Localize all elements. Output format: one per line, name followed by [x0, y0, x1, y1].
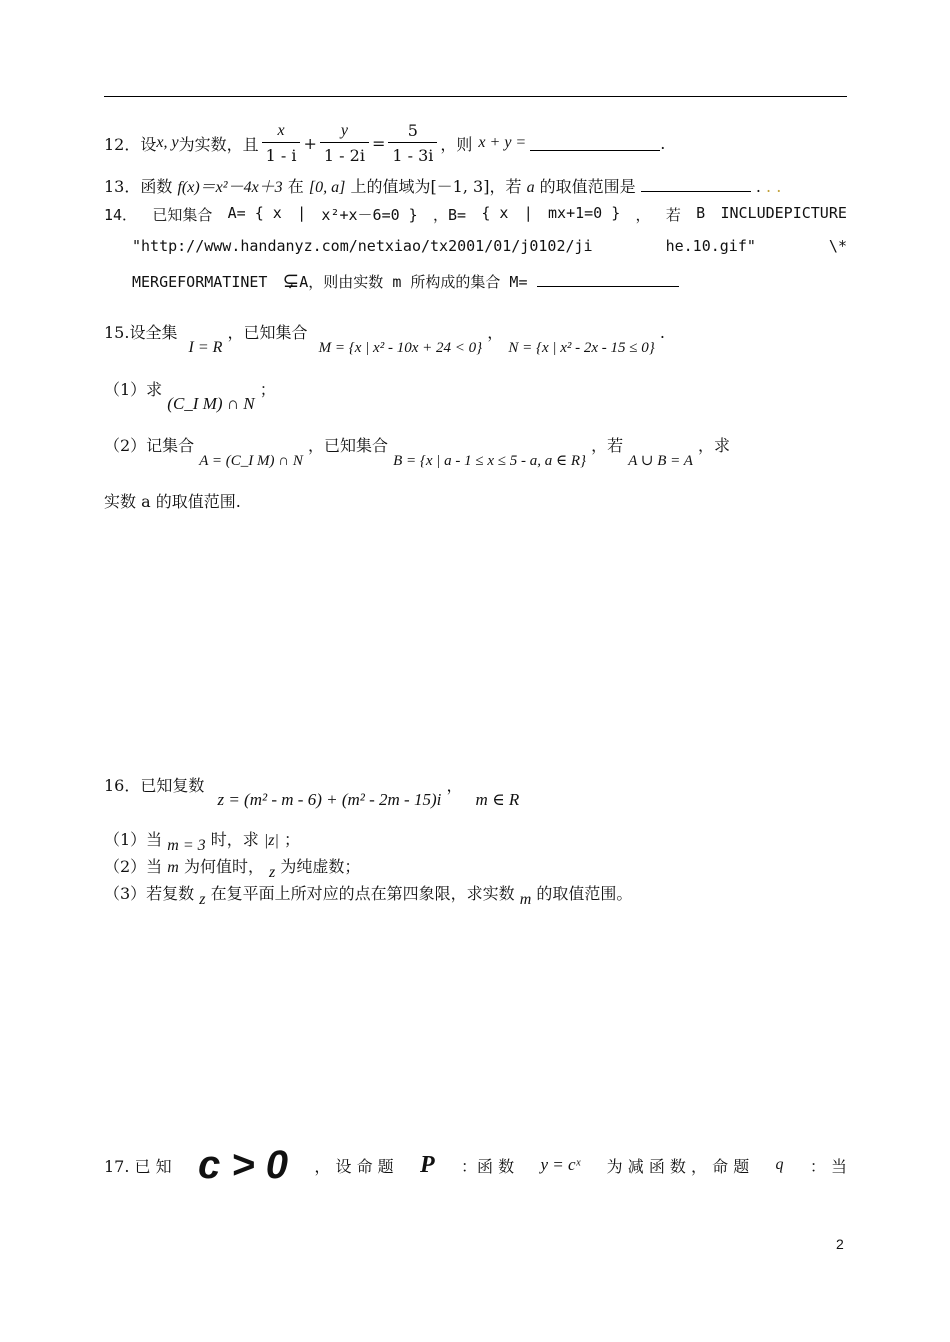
q13-end: . [755, 177, 761, 196]
q16-p2-z: z [269, 864, 276, 881]
q16-p3-z: z [199, 891, 206, 908]
q15-label: 15.设全集 [104, 323, 178, 342]
q14-l1-part: x²+x－6=0 } [321, 206, 418, 224]
q12-equals: = [371, 133, 386, 153]
q14-l1-part: 若 [665, 206, 681, 224]
q15-p2-label: （2）记集合 [104, 436, 195, 455]
q13-label: 13．函数 [104, 177, 173, 196]
q17-text2: ：函 数 [461, 1156, 515, 1176]
q13-text1: 在 [287, 177, 304, 196]
q14-l1-part: { x [481, 204, 509, 222]
q12-label: 12．设 [104, 134, 157, 154]
q17-label: 17. 已 知 [104, 1156, 172, 1176]
q14-l1-part: | [297, 204, 307, 222]
q13-answer-blank [641, 177, 751, 192]
q17-text1: ， 设 命 题 [314, 1156, 394, 1176]
q17-big-expression: c > 0 [197, 1142, 289, 1187]
q12-frac1-denominator: 1 - i [265, 145, 297, 165]
q14-l3-pre: MERGEFORMATINET [132, 273, 268, 291]
q12-answer-blank [530, 136, 660, 151]
q12-fraction-3 [388, 121, 437, 165]
q16-label: 16．已知复数 [104, 776, 205, 795]
q14-l1-part: ， [635, 206, 651, 224]
q16-part-3 [104, 881, 633, 908]
q12-frac2-numerator: y [320, 122, 369, 143]
question-14-line-3 [132, 268, 679, 292]
question-13 [104, 174, 781, 197]
q16-p1-t4: ； [283, 830, 300, 849]
question-14-line-2 [132, 237, 847, 255]
q16-p2-t2: 为何值时， [183, 857, 264, 876]
q17-proposition-p: P [420, 1151, 435, 1178]
q12-frac2-denominator: 1 - 2i [323, 145, 365, 165]
q16-condition: m ∈ R [475, 790, 520, 809]
q15-p2-set-a: A = (C_I M) ∩ N [199, 453, 303, 469]
q17-proposition-q: q [775, 1156, 784, 1173]
q12-frac3-numerator: 5 [388, 121, 437, 143]
q17-function: y = cˣ [540, 1155, 581, 1174]
q14-l1-part: mx+1=0 } [548, 204, 621, 222]
page-number: 2 [836, 1236, 844, 1252]
q16-p3-t4: 的取值范围。 [536, 884, 633, 903]
q13-text2: 上的值域为[－1, 3]，若 [350, 177, 522, 196]
q17-text4: ： 当 [809, 1156, 847, 1176]
q15-set-m: M = {x | x² - 10x + 24 < 0} [318, 340, 483, 356]
q16-p1-m: m = 3 [167, 837, 206, 854]
question-15 [104, 320, 665, 356]
q14-l2-part: "http://www.handanyz.com/netxiao/tx2001/01/j0102/ji [132, 237, 593, 255]
q16-p3-t2: 在复平面上所对应的点在第四象限，求实数 [210, 884, 515, 903]
q16-p1-abs-z: |z| [263, 832, 279, 849]
q15-p1-expression: (C_I M) ∩ N [167, 394, 255, 413]
q14-l1-part: 已知集合 [152, 206, 213, 224]
q16-p1-t2: 时，求 [210, 830, 259, 849]
header-rule [104, 96, 847, 97]
q14-l1-part: B [696, 204, 706, 222]
q15-p2-condition: A ∪ B = A [628, 453, 693, 469]
q12-end: . [660, 133, 666, 153]
q15-set-n: N = {x | x² - 2x - 15 ≤ 0} [508, 340, 655, 356]
q12-frac3-denominator: 1 - 3i [392, 146, 434, 165]
q14-l1-part: INCLUDEPICTURE [720, 204, 847, 222]
q15-p2-text1: ，已知集合 [307, 436, 388, 455]
q13-var-a: a [526, 179, 535, 196]
q17-text3: 为 减 函 数 ， 命 题 [606, 1156, 750, 1176]
q15-p2-text2: ，若 [591, 436, 624, 455]
q15-part-1 [104, 377, 276, 413]
q16-p2-t0: （2）当 [104, 857, 163, 876]
q12-text1: 为实数，且 [178, 134, 259, 154]
q13-dots: . . [766, 177, 782, 196]
q13-function: f(x)＝x²－4x＋3 [177, 179, 283, 196]
question-17 [104, 1140, 847, 1190]
q14-l1-part: ，B= [432, 206, 467, 224]
q15-p2-line2: 实数 a 的取值范围. [104, 492, 241, 511]
q13-text3: 的取值范围是 [539, 177, 636, 196]
q15-p1-label: （1）求 [104, 380, 163, 399]
q14-l3-post: A，则由实数 m 所构成的集合 M= [299, 273, 528, 291]
q16-p2-m: m [167, 859, 179, 876]
q12-fraction-1 [262, 122, 301, 165]
q15-p2-set-b: B = {x | a - 1 ≤ x ≤ 5 - a, a ∈ R} [393, 453, 587, 469]
question-14-line-1 [104, 204, 847, 225]
q15-p1-end: ； [259, 380, 276, 399]
q15-universe: I = R [188, 339, 223, 356]
q14-l1-part: 14． [104, 206, 138, 224]
q15-part-2-line-2 [104, 489, 241, 512]
q15-text1: ，已知集合 [227, 323, 308, 342]
q14-l2-part: \* [828, 237, 847, 255]
q15-end: . [659, 323, 665, 342]
q12-vars: x, y [156, 134, 179, 151]
q15-part-2 [104, 433, 847, 469]
q16-expression: z = (m² - m - 6) + (m² - 2m - 15)i [217, 790, 442, 809]
q14-l1-part: | [523, 204, 533, 222]
q12-fraction-2 [320, 122, 369, 165]
q16-p1-t0: （1）当 [104, 830, 163, 849]
q14-l1-part: A= { x [227, 204, 282, 222]
q15-comma: ， [487, 323, 504, 342]
q14-l2-part: he.10.gif" [665, 237, 756, 255]
question-12 [104, 118, 665, 168]
q16-p2-t4: 为纯虚数； [280, 857, 361, 876]
q12-expression: x + y = [478, 134, 527, 151]
q16-p3-t0: （3）若复数 [104, 884, 195, 903]
q16-comma: ， [446, 776, 463, 795]
q12-text2: ，则 [440, 134, 473, 154]
q14-answer-blank [537, 272, 679, 287]
q15-p2-text3: ，求 [697, 436, 730, 455]
question-16 [104, 773, 520, 809]
q16-p3-m: m [519, 891, 532, 908]
q16-part-1 [104, 827, 300, 854]
q12-plus: + [303, 133, 317, 153]
q14-proper-subset-symbol: ⊊ [282, 268, 300, 292]
q13-interval: [0, a] [308, 179, 346, 196]
q16-part-2 [104, 854, 361, 881]
q12-frac1-numerator: x [262, 122, 301, 143]
